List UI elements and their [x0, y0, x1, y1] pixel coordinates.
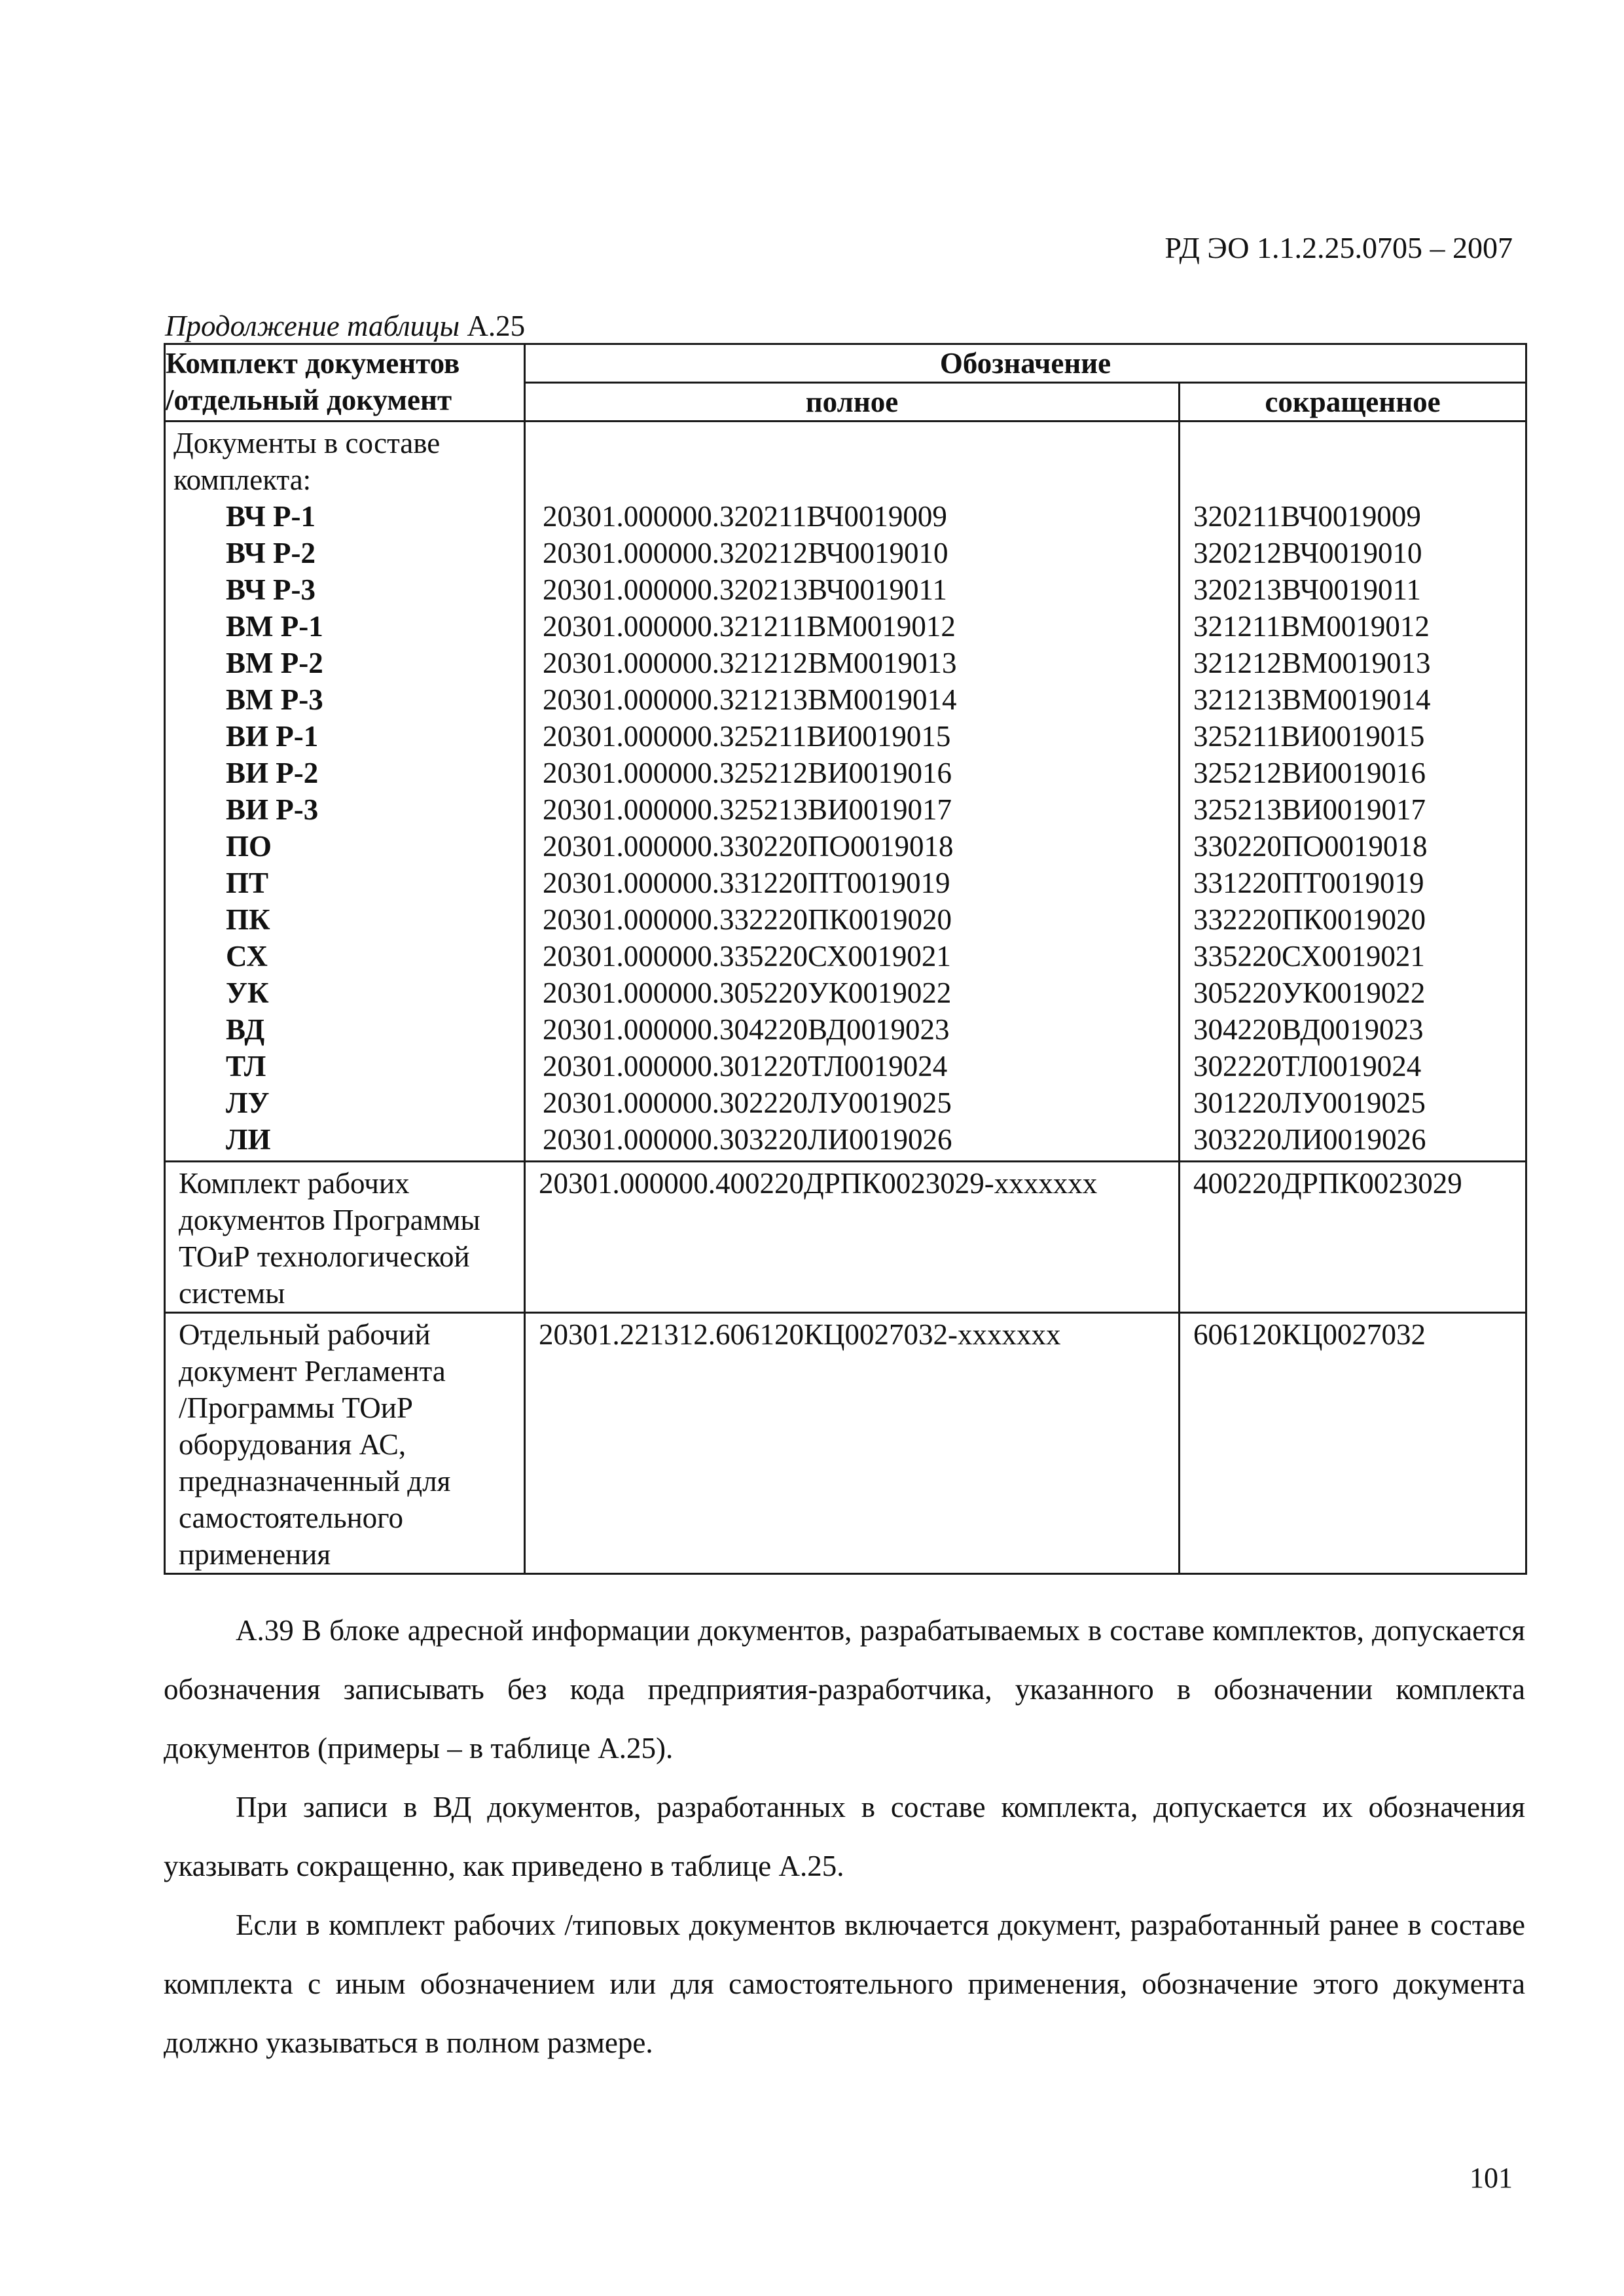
cell-text-line: оборудования АС,	[179, 1428, 406, 1461]
kit-full-code: 20301.000000.305220УК0019022	[543, 977, 952, 1009]
kit-document-name: УК	[226, 977, 269, 1009]
kit-contents-full-cell	[525, 422, 1180, 1162]
kit-short-code: 325211ВИ0019015	[1193, 720, 1425, 753]
kit-full-code: 20301.000000.321212ВМ0019013	[543, 647, 957, 679]
kit-full-code: 20301.000000.320213ВЧ0019011	[543, 573, 947, 606]
kit-short-code: 321211ВМ0019012	[1193, 610, 1430, 643]
body-text	[164, 1601, 1525, 2072]
col1-header	[165, 344, 525, 422]
kit-full-code: 20301.000000.325211ВИ0019015	[543, 720, 951, 753]
kit-short-code: 301220ЛУ0019025	[1193, 1086, 1426, 1119]
cell-text-line: применения	[179, 1538, 331, 1571]
single-doc-short-cell	[1180, 1313, 1526, 1574]
kit-full-codes	[526, 422, 1178, 1160]
table-row-working-kit	[165, 1162, 1526, 1313]
kit-document-name: ЛИ	[226, 1123, 271, 1156]
kit-document-name: ВМ Р-3	[226, 683, 323, 716]
col1-header-line1: Комплект документов	[166, 347, 460, 380]
table-row-single-document	[165, 1313, 1526, 1574]
kit-full-code: 20301.000000.325212ВИ0019016	[543, 757, 952, 789]
designation-group-header: Обозначение	[525, 344, 1526, 383]
single-doc-name	[166, 1314, 524, 1573]
col1-header-line2: /отдельный документ	[166, 384, 452, 416]
kit-document-names	[173, 498, 516, 1158]
kit-document-name: ВД	[226, 1013, 265, 1046]
kit-short-code: 325212ВИ0019016	[1193, 757, 1426, 789]
table-caption	[165, 309, 525, 343]
table-caption-label: Продолжение таблицы	[165, 310, 460, 342]
kit-full-code: 20301.000000.303220ЛИ0019026	[543, 1123, 952, 1156]
cell-text-line: ТОиР технологической	[179, 1240, 470, 1273]
working-kit-short-cell	[1180, 1162, 1526, 1313]
paragraph-vd-note: При записи в ВД документов, разработанных в составе комплекта, допускается их обозначения указывать сокращенно, как приведено в таблице А.25.	[164, 1791, 1525, 1882]
kit-full-code: 20301.000000.335220СХ0019021	[543, 940, 951, 973]
kit-contents-title-line2: комплекта:	[173, 463, 312, 496]
kit-short-code: 335220СХ0019021	[1193, 940, 1425, 973]
working-kit-full-code: 20301.000000.400220ДРПК0023029-ххххххх	[539, 1167, 1098, 1200]
kit-short-code: 331220ПТ0019019	[1193, 867, 1424, 899]
working-kit-full-cell	[525, 1162, 1180, 1313]
kit-contents-short-cell	[1180, 422, 1526, 1162]
kit-document-name: ТЛ	[226, 1050, 266, 1083]
kit-full-code: 20301.000000.320212ВЧ0019010	[543, 537, 948, 569]
cell-text-line: самостоятельного	[179, 1501, 404, 1534]
kit-short-code: 304220ВД0019023	[1193, 1013, 1424, 1046]
kit-full-code: 20301.000000.330220ПО0019018	[543, 830, 954, 863]
kit-document-name: ВМ Р-1	[226, 610, 323, 643]
cell-text-line: предназначенный для	[179, 1465, 451, 1498]
cell-text-line: документ Регламента	[179, 1355, 446, 1388]
cell-text-line: документов Программы	[179, 1204, 480, 1236]
paragraph-full-designation: Если в комплект рабочих /типовых документов включается документ, разработанный ранее в составе комплекта с иным обозначением или для самостоятельного применения, обозначение этого документа должно указываться в полном размере.	[164, 1909, 1525, 2059]
kit-document-name: ВМ Р-2	[226, 647, 323, 679]
cell-text-line: Комплект рабочих	[179, 1167, 410, 1200]
kit-short-code: 325213ВИ0019017	[1193, 793, 1426, 826]
kit-document-name: ВИ Р-1	[226, 720, 319, 753]
kit-short-code: 332220ПК0019020	[1193, 903, 1426, 936]
kit-short-code: 320213ВЧ0019011	[1193, 573, 1421, 606]
kit-document-name: ВЧ Р-3	[226, 573, 316, 606]
working-kit-name	[166, 1162, 524, 1312]
kit-full-code: 20301.000000.331220ПТ0019019	[543, 867, 950, 899]
kit-document-name: ВИ Р-3	[226, 793, 319, 826]
working-kit-name-cell	[165, 1162, 525, 1313]
working-kit-short-code: 400220ДРПК0023029	[1193, 1167, 1462, 1200]
kit-full-code: 20301.000000.321213ВМ0019014	[543, 683, 957, 716]
kit-document-name: ВЧ Р-2	[226, 537, 316, 569]
kit-full-code: 20301.000000.332220ПК0019020	[543, 903, 952, 936]
kit-short-codes	[1180, 422, 1525, 1160]
kit-full-code: 20301.000000.325213ВИ0019017	[543, 793, 952, 826]
kit-short-code: 321212ВМ0019013	[1193, 647, 1431, 679]
table-caption-ref: А.25	[467, 310, 526, 342]
col3-header: сокращенное	[1180, 383, 1526, 422]
kit-short-code: 305220УК0019022	[1193, 977, 1426, 1009]
paragraph-a39: А.39 В блоке адресной информации документов, разрабатываемых в составе комплектов, допускается обозначения записывать без кода предприятия-разработчика, указанного в обозначении комплекта документов (примеры – в таблице А.25).	[164, 1614, 1525, 1765]
table-row-kit-contents	[165, 422, 1526, 1162]
kit-document-name: ПО	[226, 830, 272, 863]
kit-contents-title-line1: Документы в составе	[173, 427, 441, 459]
kit-short-code: 330220ПО0019018	[1193, 830, 1428, 863]
single-doc-full-cell	[525, 1313, 1180, 1574]
kit-contents-names-cell	[165, 422, 525, 1162]
cell-text-line: Отдельный рабочий	[179, 1318, 431, 1351]
kit-short-code: 303220ЛИ0019026	[1193, 1123, 1426, 1156]
kit-short-code: 320211ВЧ0019009	[1193, 500, 1421, 533]
kit-short-code: 302220ТЛ0019024	[1193, 1050, 1422, 1083]
table-header-row	[165, 344, 1526, 383]
kit-document-name: ВИ Р-2	[226, 757, 319, 789]
kit-full-code: 20301.000000.302220ЛУ0019025	[543, 1086, 952, 1119]
single-doc-full-code: 20301.221312.606120КЦ0027032-ххххххх	[539, 1318, 1061, 1351]
kit-full-code: 20301.000000.304220ВД0019023	[543, 1013, 950, 1046]
cell-text-line: /Программы ТОиР	[179, 1391, 413, 1424]
page-number: 101	[1470, 2162, 1513, 2194]
col2-header: полное	[525, 383, 1180, 422]
kit-document-name: ВЧ Р-1	[226, 500, 316, 533]
kit-document-name: СХ	[226, 940, 268, 973]
kit-document-name: ЛУ	[226, 1086, 270, 1119]
single-doc-short-code: 606120КЦ0027032	[1193, 1318, 1426, 1351]
single-doc-name-cell	[165, 1313, 525, 1574]
designation-table	[164, 343, 1527, 1575]
kit-full-code: 20301.000000.320211ВЧ0019009	[543, 500, 947, 533]
kit-full-code: 20301.000000.301220ТЛ0019024	[543, 1050, 948, 1083]
kit-short-code: 320212ВЧ0019010	[1193, 537, 1422, 569]
kit-document-name: ПК	[226, 903, 270, 936]
kit-document-name: ПТ	[226, 867, 269, 899]
kit-full-code: 20301.000000.321211ВМ0019012	[543, 610, 956, 643]
kit-short-code: 321213ВМ0019014	[1193, 683, 1431, 716]
document-code: РД ЭО 1.1.2.25.0705 – 2007	[1164, 231, 1513, 264]
cell-text-line: системы	[179, 1277, 285, 1310]
